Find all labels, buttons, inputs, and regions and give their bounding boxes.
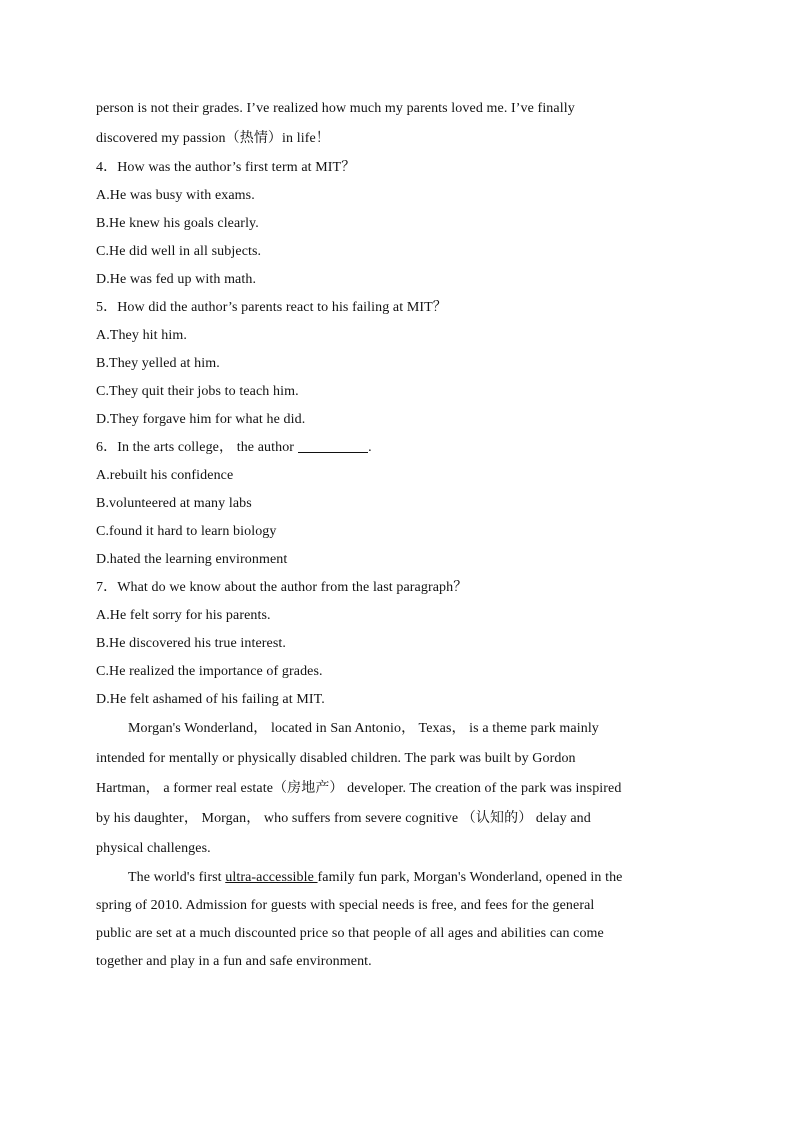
answer-option: B.He knew his goals clearly. xyxy=(96,216,259,231)
answer-option: B.He discovered his true interest. xyxy=(96,636,287,651)
answer-option: C.found it hard to learn biology xyxy=(96,524,277,539)
passage-line: intended for mentally or physically disabled children. The park was built by Gordon xyxy=(96,751,576,766)
question-stem-with-blank xyxy=(96,434,696,462)
question-stem: 5．How did the author’s parents react to his failing at MIT？ xyxy=(96,300,447,315)
passage-line: physical challenges. xyxy=(96,841,211,856)
passage-line xyxy=(96,864,696,892)
question-stem-end: . xyxy=(368,440,372,455)
passage-text: family fun park, Morgan's Wonderland, opened in the xyxy=(317,870,623,885)
answer-option: C.He realized the importance of grades. xyxy=(96,664,323,679)
answer-option: D.hated the learning environment xyxy=(96,552,288,567)
answer-option: D.He felt ashamed of his failing at MIT. xyxy=(96,692,325,707)
intro-line: discovered my passion（热情）in life！ xyxy=(96,131,330,146)
passage-text: The world's first xyxy=(128,870,226,885)
intro-line: person is not their grades. I’ve realized how much my parents loved me. I’ve finally xyxy=(96,101,575,116)
answer-option: A.He was busy with exams. xyxy=(96,188,255,203)
question-stem: 7．What do we know about the author from the last paragraph？ xyxy=(96,580,468,595)
answer-option: C.He did well in all subjects. xyxy=(96,244,262,259)
answer-option: A.He felt sorry for his parents. xyxy=(96,608,271,623)
passage-line: Morgan's Wonderland， located in San Antonio， Texas， is a theme park mainly xyxy=(128,721,599,736)
answer-blank xyxy=(298,438,368,453)
question-stem-text: 6．In the arts college， the author xyxy=(96,440,295,455)
answer-option: A.They hit him. xyxy=(96,328,187,343)
question-stem: 4．How was the author’s first term at MIT？ xyxy=(96,160,356,175)
document-content xyxy=(96,94,696,976)
answer-option: B.They yelled at him. xyxy=(96,356,220,371)
passage-line: by his daughter， Morgan， who suffers from severe cognitive （认知的） delay and xyxy=(96,811,591,826)
answer-option: D.They forgave him for what he did. xyxy=(96,412,306,427)
underlined-term: ultra-accessible xyxy=(225,870,318,885)
answer-option: A.rebuilt his confidence xyxy=(96,468,234,483)
answer-option: D.He was fed up with math. xyxy=(96,272,257,287)
answer-option: C.They quit their jobs to teach him. xyxy=(96,384,299,399)
answer-option: B.volunteered at many labs xyxy=(96,496,252,511)
passage-line: Hartman， a former real estate（房地产） developer. The creation of the park was inspired xyxy=(96,781,622,796)
passage-line: spring of 2010. Admission for guests with special needs is free, and fees for the general xyxy=(96,898,595,913)
passage-line: together and play in a fun and safe environment. xyxy=(96,954,372,969)
passage-line: public are set at a much discounted price so that people of all ages and abilities can come xyxy=(96,926,604,941)
